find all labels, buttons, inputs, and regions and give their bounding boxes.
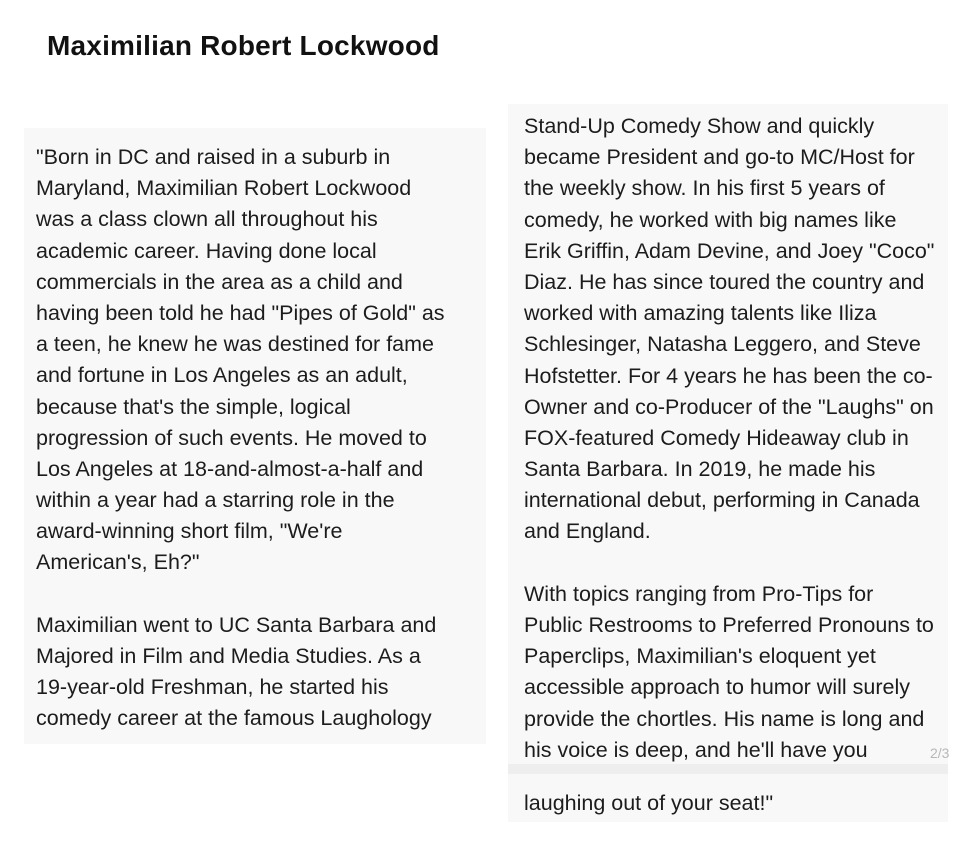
left-line: Maximilian went to UC Santa Barbara and — [36, 612, 437, 637]
right-line: With topics ranging from Pro-Tips for — [524, 581, 874, 606]
right-line: international debut, performing in Canada — [524, 488, 920, 513]
left-line: having been told he had "Pipes of Gold" as — [36, 300, 445, 325]
right-line: Paperclips, Maximilian's eloquent yet — [524, 644, 876, 669]
right-line: Diaz. He has since toured the country and — [524, 269, 925, 294]
text-page-continuation — [508, 774, 948, 822]
left-line: within a year had a starring role in the — [36, 488, 395, 513]
right-line: accessible approach to humor will surely — [524, 675, 910, 700]
text-page-right — [508, 104, 948, 764]
left-line: award-winning short film, "We're — [36, 519, 343, 544]
left-line: American's, Eh?" — [36, 550, 200, 575]
right-line: the weekly show. In his first 5 years of — [524, 176, 885, 201]
document-title: Maximilian Robert Lockwood — [47, 30, 440, 61]
left-line: comedy career at the famous Laughology — [36, 706, 432, 731]
left-line: 19-year-old Freshman, he started his — [36, 675, 389, 700]
right-line: Public Restrooms to Preferred Pronouns to — [524, 613, 934, 637]
right-line: Hofstetter. For 4 years he has been the co- — [524, 363, 933, 388]
left-line: commercials in the area as a child and — [36, 269, 403, 294]
text-page-left — [24, 128, 486, 744]
left-line: because that's the simple, logical — [36, 394, 351, 419]
right-line: became President and go-to MC/Host for — [524, 145, 915, 170]
right-column-text — [524, 111, 948, 766]
left-line: a teen, he knew he was destined for fame — [36, 332, 434, 357]
continuation-line: laughing out of your seat!" — [524, 791, 774, 815]
right-line: worked with amazing talents like Iliza — [524, 301, 877, 326]
right-line: his voice is deep, and he'll have you — [524, 737, 868, 762]
page-number: 2/3 — [930, 745, 950, 761]
left-line: and fortune in Los Angeles as an adult, — [36, 363, 408, 388]
left-line: academic career. Having done local — [36, 238, 377, 263]
right-line: Schlesinger, Natasha Leggero, and Steve — [524, 332, 921, 357]
left-line: Majored in Film and Media Studies. As a — [36, 644, 421, 668]
right-line: Owner and co-Producer of the "Laughs" on — [524, 394, 934, 419]
left-line: progression of such events. He moved to — [36, 425, 427, 450]
page-separator — [508, 764, 948, 774]
right-line: and England. — [524, 519, 651, 544]
left-line: "Born in DC and raised in a suburb in — [36, 145, 391, 169]
left-line — [36, 579, 486, 610]
right-line: comedy, he worked with big names like — [524, 207, 897, 232]
right-line: Stand-Up Comedy Show and quickly — [524, 114, 875, 138]
left-column-text — [36, 142, 486, 735]
left-line: Los Angeles at 18-and-almost-a-half and — [36, 456, 424, 481]
right-line: Santa Barbara. In 2019, he made his — [524, 457, 876, 482]
right-line: Erik Griffin, Adam Devine, and Joey "Coco" — [524, 238, 935, 263]
left-line: was a class clown all throughout his — [36, 207, 378, 232]
right-line — [524, 548, 948, 579]
right-line: FOX-featured Comedy Hideaway club in — [524, 425, 909, 450]
right-line: provide the chortles. His name is long and — [524, 706, 925, 731]
left-line: Maryland, Maximilian Robert Lockwood — [36, 176, 412, 201]
